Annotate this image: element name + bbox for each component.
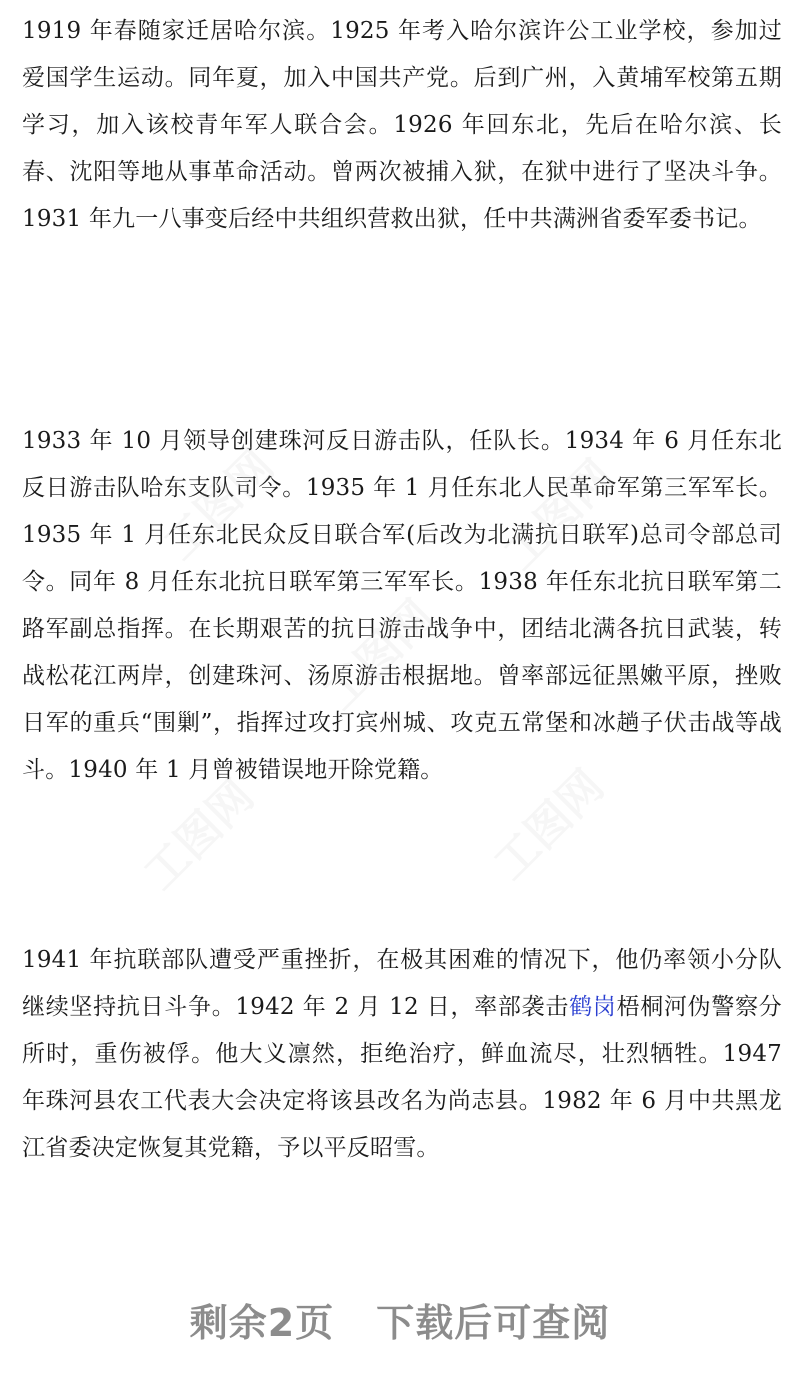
watermark: 工图网	[494, 450, 624, 580]
watermark: 工图网	[134, 770, 264, 900]
watermark: 工图网	[484, 760, 614, 890]
remaining-pages-label: 剩余2页	[189, 1301, 335, 1345]
paragraph-sacrifice	[22, 937, 782, 1172]
paragraph-guerrilla-command: 1933 年 10 月领导创建珠河反日游击队，任队长。1934 年 6 月任东北反日游击队哈东支队司令。1935 年 1 月任东北人民革命军第三军军长。1935 年 1 月任东北民众反日联合军(后改为北满抗日联军)总司令部总司令。同年 8 月任东北抗日联军第三军军长。1938 年任东北抗日联军第二路军副总指挥。在长期艰苦的抗日游击战争中，团结北满各抗日武装，转战松花江两岸，创建珠河、汤原游击根据地。曾率部远征黑嫩平原，挫败日军的重兵“围剿”，指挥过攻打宾州城、攻克五常堡和冰趟子伏击战等战斗。1940 年 1 月曾被错误地开除党籍。	[22, 428, 782, 783]
paragraph-early-life: 1919 年春随家迁居哈尔滨。1925 年考入哈尔滨许公工业学校，参加过爱国学生运动。同年夏，加入中国共产党。后到广州，入黄埔军校第五期学习，加入该校青年军人联合会。1926 年回东北，先后在哈尔滨、长春、沈阳等地从事革命活动。曾两次被捕入狱，在狱中进行了坚决斗争。1931 年九一八事变后经中共组织营救出狱，任中共满洲省委军委书记。	[22, 18, 782, 232]
hegang-link[interactable]: 鹤岗	[569, 994, 617, 1020]
watermark: 工图网	[314, 590, 444, 720]
watermark: 工图网	[154, 440, 284, 570]
download-prompt-banner[interactable]	[0, 1292, 800, 1347]
paragraph-sacrifice-text-before: 1941 年抗联部队遭受严重挫折，在极其困难的情况下，他仍率领小分队继续坚持抗日斗争。1942 年 2 月 12 日，率部袭击	[22, 947, 782, 1020]
paragraph-sacrifice-text-after: 梧桐河伪警察分所时，重伤被俘。他大义凛然，拒绝治疗，鲜血流尽，壮烈牺牲。1947 年珠河县农工代表大会决定将该县改名为尚志县。1982 年 6 月中共黑龙江省委决定恢复其党籍，予以平反昭雪。	[22, 994, 782, 1161]
download-to-view-label: 下载后可查阅	[376, 1301, 611, 1345]
